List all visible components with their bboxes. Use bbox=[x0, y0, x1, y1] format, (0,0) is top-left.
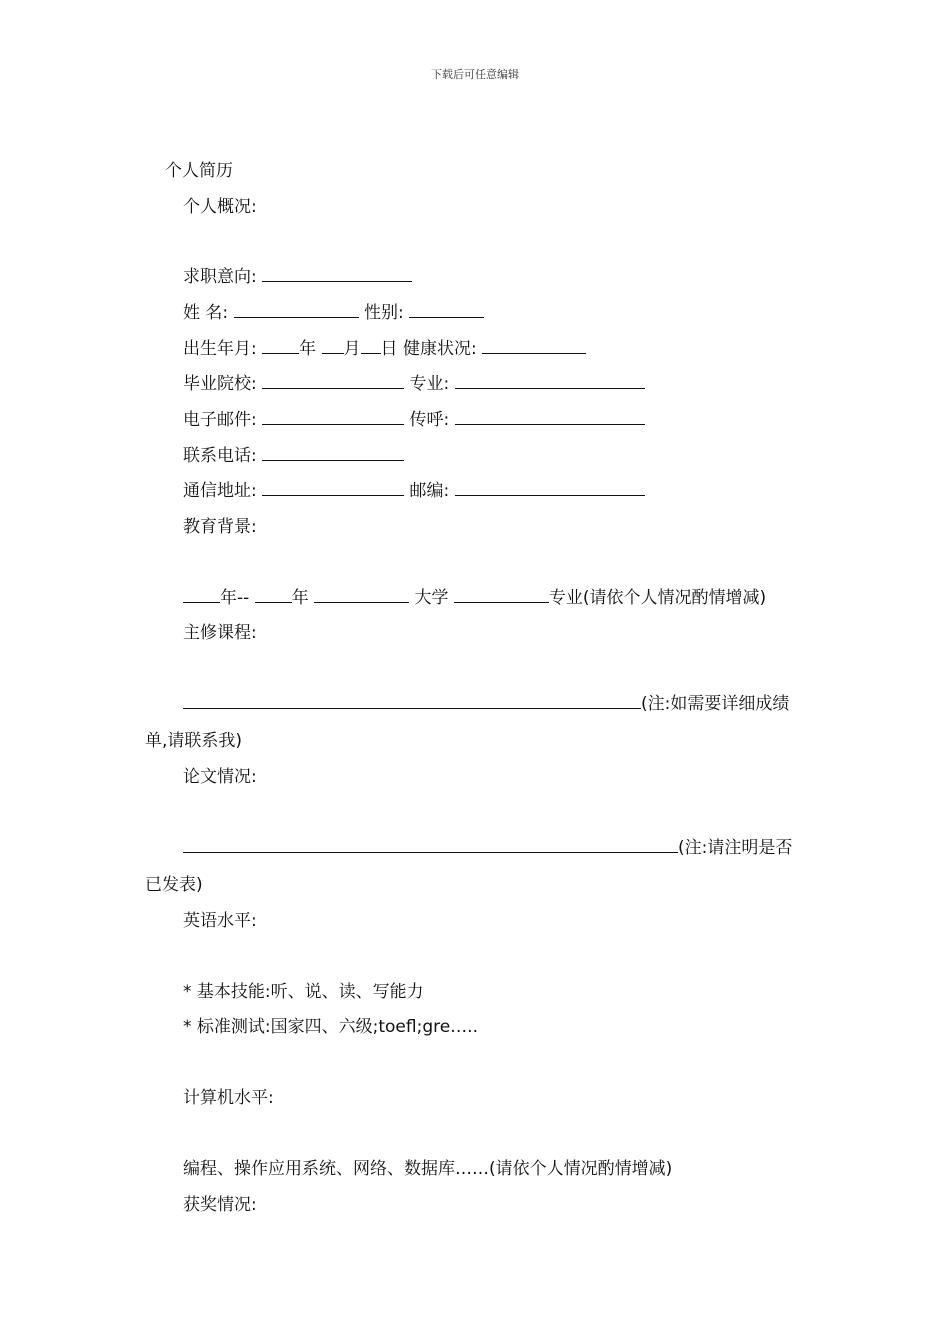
zip-blank[interactable] bbox=[455, 480, 645, 496]
thesis-row: (注:请注明是否 bbox=[183, 837, 792, 859]
resume-title: 个人简历 bbox=[165, 161, 233, 181]
thesis-heading: 论文情况: bbox=[183, 767, 257, 787]
english-heading: 英语水平: bbox=[183, 911, 257, 931]
email-pager-row: 电子邮件: 传呼: bbox=[183, 409, 645, 431]
name-blank[interactable] bbox=[234, 302, 359, 318]
edu-major-blank[interactable] bbox=[454, 587, 549, 603]
job-intention-row: 求职意向: bbox=[183, 266, 412, 288]
education-row: 年-- 年 大学 专业(请依个人情况酌情增减) bbox=[183, 587, 766, 609]
phone-row: 联系电话: bbox=[183, 445, 404, 467]
overview-heading: 个人概况: bbox=[183, 197, 257, 217]
edu-start-year-blank[interactable] bbox=[183, 587, 220, 603]
pager-blank[interactable] bbox=[455, 409, 645, 425]
phone-blank[interactable] bbox=[262, 445, 404, 461]
thesis-blank[interactable] bbox=[183, 837, 678, 853]
address-zip-row: 通信地址: 邮编: bbox=[183, 480, 645, 502]
english-item-standard-tests: * 标准测试:国家四、六级;toefl;gre….. bbox=[183, 1017, 478, 1037]
university-blank[interactable] bbox=[314, 587, 409, 603]
birth-day-blank[interactable] bbox=[361, 338, 381, 354]
computer-detail: 编程、操作应用系统、网络、数据库……(请依个人情况酌情增减) bbox=[183, 1159, 673, 1179]
education-heading: 教育背景: bbox=[183, 517, 257, 537]
major-blank[interactable] bbox=[455, 373, 645, 389]
birth-year-blank[interactable] bbox=[262, 338, 299, 354]
courses-heading: 主修课程: bbox=[183, 623, 257, 643]
gender-blank[interactable] bbox=[409, 302, 484, 318]
job-intention-blank[interactable] bbox=[262, 266, 412, 282]
page-header: 下载后可任意编辑 bbox=[431, 68, 519, 81]
edu-end-year-blank[interactable] bbox=[255, 587, 292, 603]
awards-heading: 获奖情况: bbox=[183, 1195, 257, 1215]
email-blank[interactable] bbox=[262, 409, 404, 425]
name-gender-row: 姓 名: 性别: bbox=[183, 302, 484, 324]
english-item-basic-skills: * 基本技能:听、说、读、写能力 bbox=[183, 982, 424, 1002]
health-blank[interactable] bbox=[482, 338, 586, 354]
address-blank[interactable] bbox=[262, 480, 404, 496]
computer-heading: 计算机水平: bbox=[183, 1088, 274, 1108]
school-major-row: 毕业院校: 专业: bbox=[183, 373, 645, 395]
courses-row: (注:如需要详细成绩 bbox=[183, 693, 789, 715]
thesis-note-continued: 已发表) bbox=[145, 875, 203, 895]
school-blank[interactable] bbox=[262, 373, 404, 389]
courses-blank[interactable] bbox=[183, 693, 641, 709]
birth-health-row: 出生年月: 年 月 日 健康状况: bbox=[183, 338, 586, 360]
courses-note-continued: 单,请联系我) bbox=[145, 731, 243, 751]
birth-month-blank[interactable] bbox=[322, 338, 344, 354]
